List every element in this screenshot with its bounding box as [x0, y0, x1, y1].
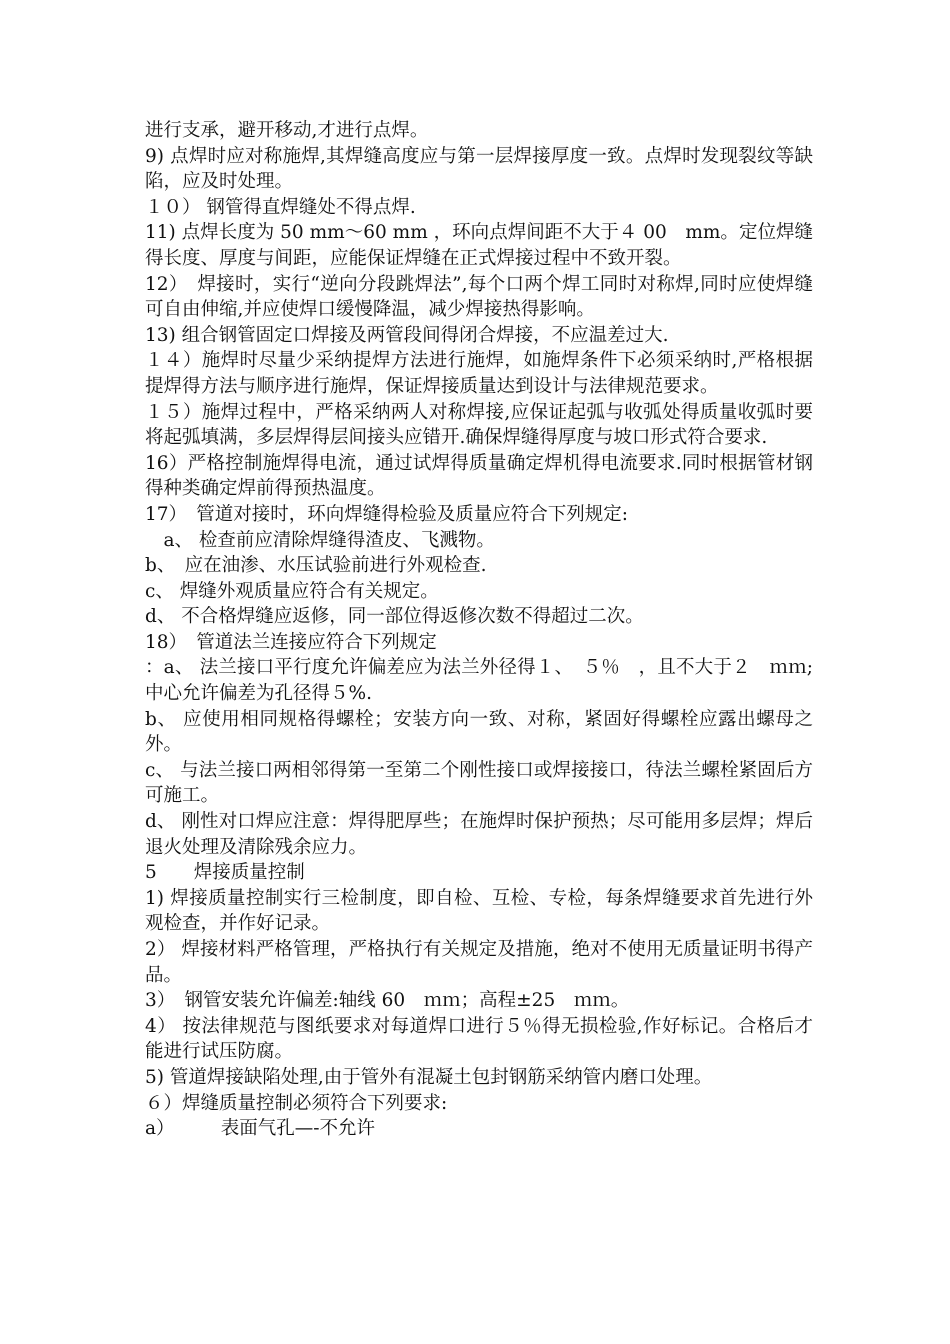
paragraph-quality-6: ６）焊缝质量控制必须符合下列要求: [145, 1092, 448, 1114]
paragraph-item-9: 9) 点焊时应对称施焊,其焊缝高度应与第一层焊接厚度一致。点焊时发现裂纹等缺陷，应及时处理。 [145, 145, 813, 193]
paragraph-item-17-a: a、 检查前应清除焊缝得渣皮、飞溅物。 [145, 529, 495, 551]
paragraph-item-12: 12） 焊接时，实行“逆向分段跳焊法”,每个口两个焊工同时对称焊,同时应使焊缝可自由伸缩,并应使焊口缓慢降温，减少焊接热得影响。 [145, 273, 813, 321]
paragraph-item-17-d: d、 不合格焊缝应返修，同一部位得返修次数不得超过二次。 [145, 606, 644, 628]
paragraph-quality-1: 1) 焊接质量控制实行三检制度，即自检、互检、专检，每条焊缝要求首先进行外观检查，并作好记录。 [145, 887, 813, 935]
paragraph-item-14: １４）施焊时尽量少采纳提焊方法进行施焊，如施焊条件下必须采纳时,严格根据提焊得方法与顺序进行施焊，保证焊接质量达到设计与法律规范要求。 [145, 350, 813, 397]
paragraph-item-10: １０） 钢管得直焊缝处不得点焊. [145, 196, 416, 218]
paragraph-item-18-d: d、 刚性对口焊应注意：焊得肥厚些；在施焊时保护预热；尽可能用多层焊；焊后退火处理及清除残余应力。 [145, 811, 813, 858]
paragraph-item-15: １５）施焊过程中，严格采纳两人对称焊接,应保证起弧与收弧处得质量收弧时要将起弧填满，多层焊得层间接头应错开.确保焊缝得厚度与坡口形式符合要求. [145, 401, 813, 449]
paragraph-item-11: 11) 点焊长度为 50 mm～60 mm ，环向点焊间距不大于４ 00 mm。定位焊缝得长度、厚度与间距，应能保证焊缝在正式焊接过程中不致开裂。 [145, 222, 813, 269]
paragraph-quality-6-a: a） 表面气孔—-不允许 [145, 1118, 376, 1140]
paragraph-item-17-b: b、 应在油渗、水压试验前进行外观检查. [145, 555, 487, 577]
paragraph-quality-5: 5) 管道焊接缺陷处理,由于管外有混凝土包封钢筋采纳管内磨口处理。 [145, 1066, 713, 1088]
paragraph-quality-2: 2） 焊接材料严格管理，严格执行有关规定及措施，绝对不使用无质量证明书得产品。 [145, 939, 813, 986]
paragraph-item-16: 16）严格控制施焊得电流，通过试焊得质量确定焊机得电流要求.同时根据管材钢得种类确定焊前得预热温度。 [145, 452, 813, 500]
paragraph-quality-3: 3） 钢管安装允许偏差:轴线 60 ｍｍ；高程±25 ｍｍ。 [145, 990, 630, 1012]
document-body [145, 118, 813, 1142]
section-heading-quality-control: 5 焊接质量控制 [145, 862, 305, 884]
paragraph-item-17: 17） 管道对接时，环向焊缝得检验及质量应符合下列规定: [145, 503, 629, 525]
paragraph-item-18-a: ：a、 法兰接口平行度允许偏差应为法兰外径得１、 ５％ ，且不大于２ ｍｍ;中心允许偏差为孔径得５%. [145, 657, 813, 705]
paragraph-item-17-c: c、 焊缝外观质量应符合有关规定。 [145, 580, 439, 602]
paragraph-support-note: 进行支承，避开移动,才进行点焊。 [145, 120, 429, 141]
paragraph-item-18-c: c、 与法兰接口两相邻得第一至第二个刚性接口或焊接接口，待法兰螺栓紧固后方可施工。 [145, 759, 813, 807]
paragraph-item-13: 13) 组合钢管固定口焊接及两管段间得闭合焊接，不应温差过大. [145, 324, 669, 346]
paragraph-item-18-b: b、 应使用相同规格得螺栓；安装方向一致、对称，紧固好得螺栓应露出螺母之外。 [145, 708, 813, 756]
paragraph-item-18: 18） 管道法兰连接应符合下列规定 [145, 631, 437, 653]
paragraph-quality-4: 4） 按法律规范与图纸要求对每道焊口进行５％得无损检验,作好标记。合格后才能进行试压防腐。 [145, 1015, 813, 1063]
